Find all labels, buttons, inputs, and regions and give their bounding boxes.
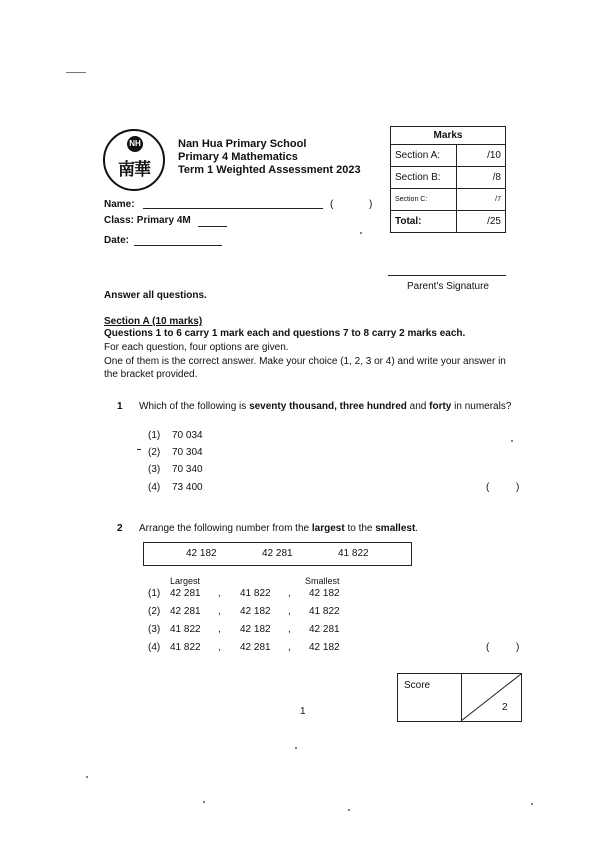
q2-comma: , [218,588,221,599]
section-a-line2: For each question, four options are given. [104,342,289,353]
section-a-line3: One of them is the correct answer. Make your choice (1, 2, 3 or 4) and write your answer in [104,356,506,367]
q1-text-mid: and [406,401,430,412]
q2-option-2-b: 42 182 [240,606,271,617]
q2-text-pre: Arrange the following number from the [139,523,312,534]
q2-option-4-b: 42 281 [240,642,271,653]
q2-comma: , [218,624,221,635]
q1-answer-blank[interactable] [493,482,513,495]
q2-option-4[interactable] [148,642,398,656]
q2-option-4-a: 41 822 [170,642,201,653]
q2-largest-label: Largest [170,576,201,586]
instruction: Answer all questions. [104,290,207,301]
q2-option-1-num: (1) [148,588,161,599]
section-a-line1: Questions 1 to 6 carry 1 mark each and questions 7 to 8 carry 2 marks each. [104,328,466,339]
q2-text-bold: largest [311,523,345,534]
section-a-title: Section A (10 marks) [104,316,203,327]
q1-answer-open: ( [486,482,490,493]
q2-option-3-b: 42 182 [240,624,271,635]
marks-section-a-value: /10 [457,145,506,167]
stray-dot [360,232,362,234]
q2-option-2-num: (2) [148,606,161,617]
logo-chinese: 南華 [118,160,150,180]
marks-section-c-label: Section C: [391,189,457,211]
stray-dot [348,809,350,811]
q1-option-1[interactable] [148,430,203,444]
logo-letters: NH [127,136,143,152]
q2-number: 2 [117,523,123,534]
q2-option-1-a: 42 281 [170,588,201,599]
q2-option-2[interactable] [148,606,398,620]
q2-number-1: 42 182 [186,548,217,559]
marks-section-c-value: /7 [457,189,506,211]
q2-number-2: 42 281 [262,548,293,559]
q2-option-4-c: 42 182 [309,642,340,653]
stray-dot [203,801,205,803]
stray-dash [137,449,141,450]
q2-comma: , [288,642,291,653]
class-text: Class: Primary 4M [104,215,191,226]
q1-text [139,401,511,412]
q2-number-box [143,542,412,566]
signature-line[interactable] [388,275,506,276]
q2-smallest-label: Smallest [305,576,340,586]
q2-option-2-a: 42 281 [170,606,201,617]
class-label [104,215,191,226]
date-label: Date: [104,235,130,246]
name-label: Name: [104,199,135,210]
subject-title: Primary 4 Mathematics [178,151,298,163]
score-label: Score [404,680,431,691]
q2-option-3-num: (3) [148,624,161,635]
q2-text [139,523,418,534]
marks-total-value: /25 [457,211,506,233]
q2-text-post: . [415,523,419,534]
q2-answer-blank[interactable] [493,642,513,655]
q1-text-pre: Which of the following is [139,401,250,412]
q2-option-1[interactable] [148,588,398,602]
q2-option-1-c: 42 182 [309,588,340,599]
marks-total-label: Total: [391,211,457,233]
q1-option-1-text: 70 034 [172,430,203,441]
class-field[interactable] [198,226,227,227]
q2-comma: , [218,642,221,653]
marks-section-b-value: /8 [457,167,506,189]
stray-dot [295,747,297,749]
q1-option-3-text: 70 340 [172,464,203,475]
stray-dot [531,803,533,805]
stray-mark [66,72,86,73]
q2-answer-close: ) [516,642,520,653]
q1-option-3-num: (3) [148,464,161,475]
date-field[interactable] [134,245,222,246]
q2-comma: , [288,606,291,617]
page-number: 1 [300,706,306,717]
index-paren-close: ) [369,199,373,210]
school-name: Nan Hua Primary School [178,138,307,150]
q2-number-3: 41 822 [338,548,369,559]
q2-option-3[interactable] [148,624,398,638]
q1-option-2-text: 70 304 [172,447,203,458]
q1-option-4-num: (4) [148,482,161,493]
stray-dot [86,776,88,778]
name-field[interactable] [143,208,323,209]
score-value: 2 [502,702,508,713]
q1-option-2-num: (2) [148,447,161,458]
score-diagonal [461,674,521,721]
q1-option-2[interactable] [148,447,203,461]
marks-section-b-label: Section B: [391,167,457,189]
assessment-title: Term 1 Weighted Assessment 2023 [178,164,361,176]
marks-table [390,126,506,233]
section-a-line4: the bracket provided. [104,369,198,380]
q2-text-mid: to the [344,523,376,534]
q1-answer-close: ) [516,482,520,493]
q2-comma: , [288,588,291,599]
stray-dot [511,440,513,442]
q1-text-bold: seventy thousand, three hundred [249,401,407,412]
q2-text-bold2: smallest [375,523,416,534]
q2-option-3-c: 42 281 [309,624,340,635]
q2-option-4-num: (4) [148,642,161,653]
q1-option-4-text: 73 400 [172,482,203,493]
q2-answer-open: ( [486,642,490,653]
q1-text-bold2: forty [429,401,452,412]
school-logo [103,129,165,191]
q2-comma: , [288,624,291,635]
q1-number: 1 [117,401,123,412]
marks-section-a-label: Section A: [391,145,457,167]
q2-option-2-c: 41 822 [309,606,340,617]
q1-option-1-num: (1) [148,430,161,441]
q1-option-3[interactable] [148,464,203,478]
q1-option-4[interactable] [148,482,203,496]
score-box [397,673,522,722]
q2-option-3-a: 41 822 [170,624,201,635]
index-paren-open: ( [330,199,334,210]
q2-option-1-b: 41 822 [240,588,271,599]
signature-label: Parent's Signature [407,281,489,292]
q2-comma: , [218,606,221,617]
marks-title: Marks [391,127,506,145]
q1-text-post: in numerals? [451,401,512,412]
